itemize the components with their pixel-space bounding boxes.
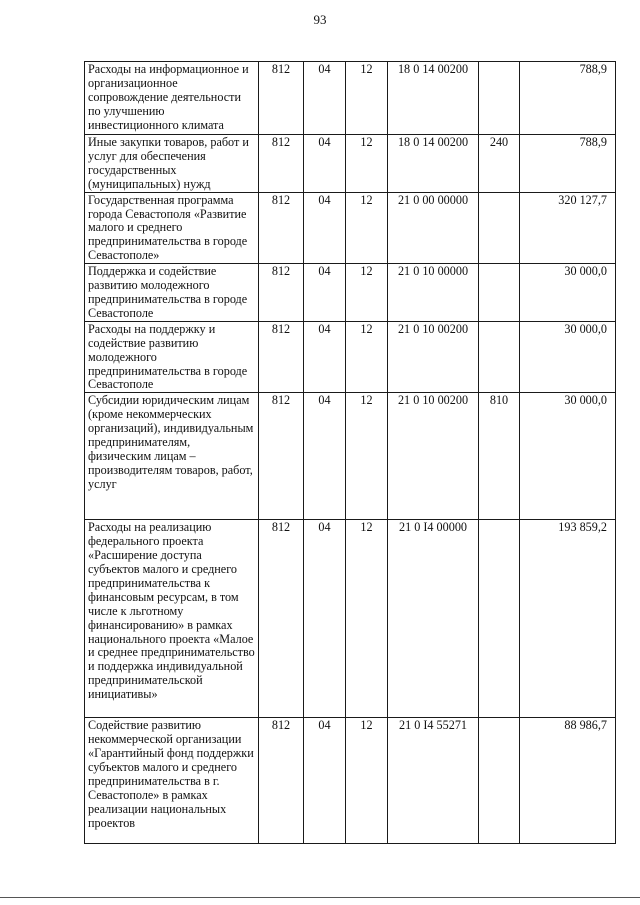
table-row xyxy=(85,62,616,135)
row-ministry-code: 812 xyxy=(259,135,304,193)
row-amount: 193 859,2 xyxy=(520,520,616,718)
row-ministry-code: 812 xyxy=(259,192,304,264)
row-amount: 320 127,7 xyxy=(520,192,616,264)
row-subsection-code: 12 xyxy=(346,192,388,264)
row-expense-type xyxy=(479,62,520,135)
page-bottom-rule xyxy=(0,897,640,898)
row-ministry-code: 812 xyxy=(259,62,304,135)
row-subsection-code: 12 xyxy=(346,520,388,718)
row-subsection-code: 12 xyxy=(346,321,388,393)
row-subsection-code: 12 xyxy=(346,135,388,193)
row-expense-type xyxy=(479,321,520,393)
row-section-code: 04 xyxy=(304,62,346,135)
row-ministry-code: 812 xyxy=(259,264,304,322)
row-amount: 30 000,0 xyxy=(520,264,616,322)
row-section-code: 04 xyxy=(304,192,346,264)
row-subsection-code: 12 xyxy=(346,393,388,520)
table-row xyxy=(85,135,616,193)
row-amount: 30 000,0 xyxy=(520,321,616,393)
row-amount: 788,9 xyxy=(520,135,616,193)
row-expense-type: 240 xyxy=(479,135,520,193)
row-ministry-code: 812 xyxy=(259,718,304,844)
row-section-code: 04 xyxy=(304,321,346,393)
row-ministry-code: 812 xyxy=(259,321,304,393)
row-section-code: 04 xyxy=(304,393,346,520)
row-description: Иные закупки товаров, работ и услуг для обеспечения государственных (муниципальных) нужд xyxy=(85,135,259,193)
row-target-code: 18 0 14 00200 xyxy=(388,62,479,135)
page-number: 93 xyxy=(313,12,327,27)
row-ministry-code: 812 xyxy=(259,393,304,520)
table-row xyxy=(85,520,616,718)
row-description: Расходы на информационное и организационное сопровождение деятельности по улучшению инвестиционного климата xyxy=(85,62,259,135)
table-row xyxy=(85,393,616,520)
row-description: Субсидии юридическим лицам (кроме некоммерческих организаций), индивидуальным предпринимателям, физическим лицам – производителям товаров, работ, услуг xyxy=(85,393,259,520)
row-subsection-code: 12 xyxy=(346,264,388,322)
row-subsection-code: 12 xyxy=(346,62,388,135)
table-row xyxy=(85,718,616,844)
row-expense-type xyxy=(479,718,520,844)
row-expense-type xyxy=(479,192,520,264)
row-description: Поддержка и содействие развитию молодежного предпринимательства в городе Севастополе xyxy=(85,264,259,322)
row-description: Расходы на поддержку и содействие развитию молодежного предпринимательства в городе Севастополе xyxy=(85,321,259,393)
row-description: Расходы на реализацию федерального проекта «Расширение доступа субъектов малого и среднего предпринимательства к финансовым ресурсам, в том числе к льготному финансированию» в рамках национального проекта «Малое и среднее предпринимательство и поддержка индивидуальной предпринимательской инициативы» xyxy=(85,520,259,718)
row-amount: 788,9 xyxy=(520,62,616,135)
row-target-code: 21 0 10 00200 xyxy=(388,393,479,520)
row-amount: 30 000,0 xyxy=(520,393,616,520)
table-row xyxy=(85,192,616,264)
budget-table xyxy=(84,61,616,844)
row-section-code: 04 xyxy=(304,264,346,322)
row-description: Государственная программа города Севастополя «Развитие малого и среднего предпринимательства в городе Севастополе» xyxy=(85,192,259,264)
row-target-code: 21 0 10 00200 xyxy=(388,321,479,393)
row-subsection-code: 12 xyxy=(346,718,388,844)
row-amount: 88 986,7 xyxy=(520,718,616,844)
row-expense-type: 810 xyxy=(479,393,520,520)
row-target-code: 18 0 14 00200 xyxy=(388,135,479,193)
row-target-code: 21 0 10 00000 xyxy=(388,264,479,322)
row-expense-type xyxy=(479,264,520,322)
row-section-code: 04 xyxy=(304,520,346,718)
table-row xyxy=(85,321,616,393)
row-ministry-code: 812 xyxy=(259,520,304,718)
row-target-code: 21 0 I4 55271 xyxy=(388,718,479,844)
row-description: Содействие развитию некоммерческой организации «Гарантийный фонд поддержки субъектов малого и среднего предпринимательства в г. Севастополе» в рамках реализации национальных проектов xyxy=(85,718,259,844)
row-expense-type xyxy=(479,520,520,718)
row-target-code: 21 0 I4 00000 xyxy=(388,520,479,718)
table-row xyxy=(85,264,616,322)
row-target-code: 21 0 00 00000 xyxy=(388,192,479,264)
row-section-code: 04 xyxy=(304,718,346,844)
row-section-code: 04 xyxy=(304,135,346,193)
